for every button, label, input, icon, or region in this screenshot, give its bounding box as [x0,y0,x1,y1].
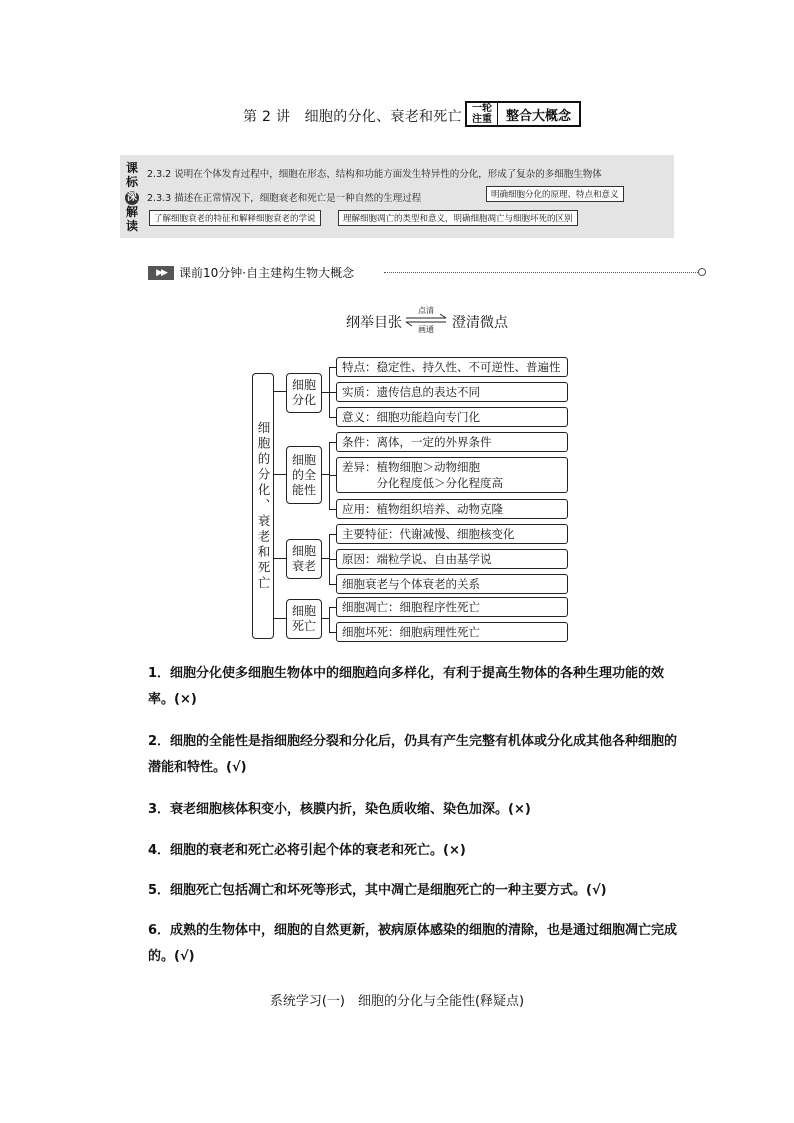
badge-left [467,103,498,125]
concept-leaf: 差异：植物细胞＞动物细胞 分化程度低＞分化程度高 [336,457,568,493]
curriculum-label-char: 课 [125,161,138,175]
connector-line [321,618,329,619]
page-title: 第 2 讲 细胞的分化、衰老和死亡 [243,109,462,125]
concept-leaf: 特点：稳定性、持久性、不可逆性、普遍性 [336,357,568,377]
connector-line [329,475,336,476]
concept-leaf: 细胞凋亡：细胞程序性死亡 [336,597,568,617]
concept-map-root-label: 细胞的分化、衰老和死亡 [256,420,271,592]
question-item [120,918,680,970]
concept-group-death [286,599,322,639]
subtitle-left: 纲举目张 [346,315,402,331]
concept-leaf: 意义：细胞功能趋向专门化 [336,407,568,427]
question-text: 5．细胞死亡包括凋亡和坏死等形式，其中凋亡是细胞死亡的一种主要方式。(√) [148,883,607,898]
connector-line [329,392,336,393]
curriculum-label-char: 标 [125,175,138,189]
connector-line [273,391,274,618]
curriculum-line: 2.3.3 描述在正常情况下，细胞衰老和死亡是一种自然的生理过程 [147,193,422,204]
concept-map-root [252,373,274,639]
curriculum-note: 明确细胞分化的原理、特点和意义 [486,186,624,202]
connector-line [273,391,286,392]
concept-group-aging [286,539,322,579]
title-row [0,101,794,131]
title-badge [465,101,581,127]
question-item [120,729,680,781]
connector-line [329,417,336,418]
curriculum-label [123,161,141,233]
connector-line [329,584,336,585]
concept-leaf: 条件：离体，一定的外界条件 [336,432,568,452]
connector-line [329,534,336,535]
concept-group-label: 细胞 的全 能性 [291,452,316,497]
badge-left-line: 一轮 [472,103,492,114]
connector-line [329,367,336,368]
question-item [120,797,680,823]
question-item [120,838,680,864]
question-text: 3．衰老细胞核体积变小，核膜内折，染色质收缩、染色加深。(×) [148,802,531,817]
play-arrows-icon: ▶▶ [148,266,174,280]
concept-leaf: 细胞坏死：细胞病理性死亡 [336,622,568,642]
connector-line [329,607,336,608]
arrow-bottom-label: 画通 [418,325,434,334]
connector-line [329,442,336,443]
question-text: 2．细胞的全能性是指细胞经分裂和分化后，仍具有产生完整有机体或分化成其他各种细胞的潜能和特性。(√) [148,734,678,775]
curriculum-label-char: 深 [127,192,137,203]
concept-group-label: 细胞 衰老 [291,544,316,573]
connector-line [321,474,329,475]
curriculum-line: 2.3.2 说明在个体发育过程中，细胞在形态、结构和功能方面发生特异性的分化，形成了复杂的多细胞生物体 [147,169,602,180]
concept-leaf: 细胞衰老与个体衰老的关系 [336,574,568,594]
dotted-divider [384,272,698,273]
concept-leaf: 实质：遗传信息的表达不同 [336,382,568,402]
connector-line [329,559,336,560]
subtitle-right: 澄清微点 [452,315,508,331]
question-item [120,661,680,713]
concept-leaf: 主要特征：代谢减慢、细胞核变化 [336,524,568,544]
curriculum-box [120,155,674,238]
connector-line [321,392,329,393]
curriculum-label-char: 读 [125,219,138,233]
curriculum-label-char: 解 [125,205,138,219]
question-text: 1．细胞分化使多细胞生物体中的细胞趋向多样化，有利于提高生物体的各种生理功能的效率。(×) [148,666,665,707]
connector-line [329,607,330,632]
concept-group-label: 细胞 分化 [291,378,316,407]
question-item [120,878,680,904]
badge-right: 整合大概念 [505,108,571,124]
curriculum-note: 了解细胞衰老的特征和解释细胞衰老的学说 [149,210,321,226]
curriculum-note: 理解细胞凋亡的类型和意义，明确细胞凋亡与细胞坏死的区别 [338,210,578,226]
section-heading: 课前10分钟·自主建构生物大概念 [179,266,355,280]
connector-line [273,558,286,559]
section-heading-2: 系统学习(一) 细胞的分化与全能性(释疑点) [269,994,525,1009]
connector-line [329,632,336,633]
question-text: 4．细胞的衰老和死亡必将引起个体的衰老和死亡。(×) [148,843,466,858]
concept-leaf: 原因：端粒学说、自由基学说 [336,549,568,569]
connector-line [273,474,286,475]
concept-leaf: 应用：植物组织培养、动物克隆 [336,499,568,519]
concept-group-totipotency [286,446,322,504]
circle-end-icon [698,268,706,276]
double-arrow [404,305,448,335]
question-text: 6．成熟的生物体中，细胞的自然更新，被病原体感染的细胞的清除，也是通过细胞凋亡完成的。(√) [148,923,678,964]
connector-line [321,558,329,559]
section-bar [148,265,708,281]
arrow-top-label: 点清 [418,306,434,315]
concept-group-label: 细胞 死亡 [291,604,316,633]
subtitle [346,305,516,337]
connector-line [329,509,336,510]
connector-line [273,618,286,619]
concept-group-differentiation [286,373,322,413]
badge-left-line: 注重 [472,114,492,125]
